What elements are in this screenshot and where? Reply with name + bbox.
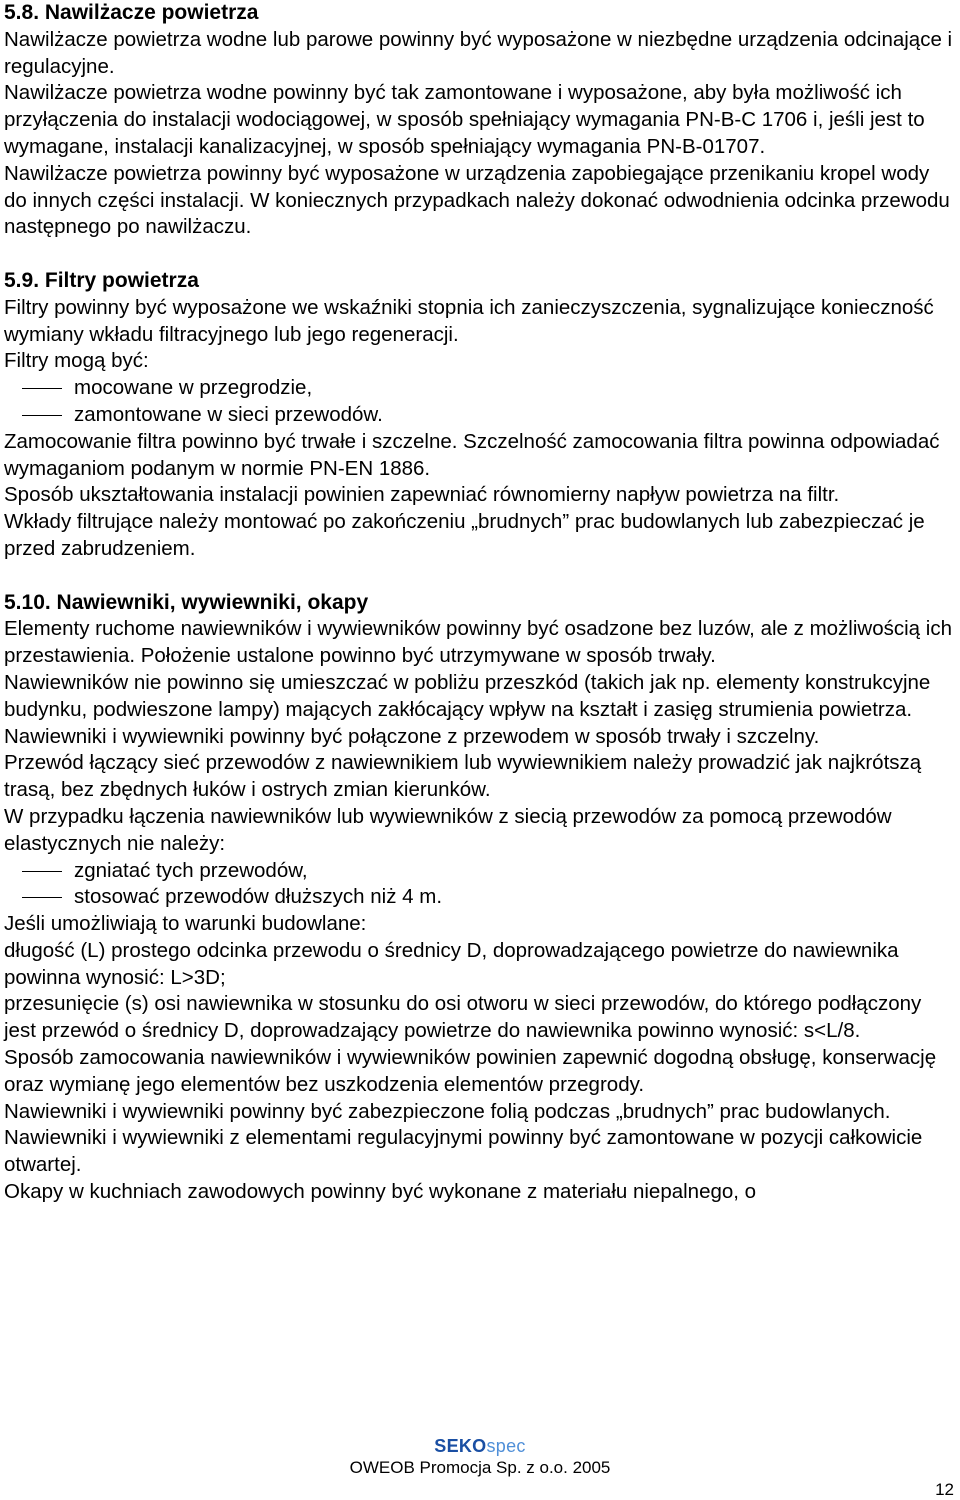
paragraph: Nawiewniki i wywiewniki powinny być połączone z przewodem w sposób trwały i szczelny. [4, 724, 820, 748]
paragraph: Nawiewniki i wywiewniki powinny być zabezpieczone folią podczas „brudnych” prac budowlanych. [4, 1099, 891, 1123]
section-heading-5-9: 5.9. Filtry powietrza [4, 268, 199, 292]
paragraph: Nawilżacze powietrza wodne powinny być tak zamontowane i wyposażone, aby była możliwość ich przyłączenia do instalacji wodociągowej, w sposób spełniający wymagania PN-B-C 1706 i, jeśli jest to wymagane, instalacji kanalizacyjnej, w sposób spełniający wymagania PN-B-01707. [4, 81, 925, 158]
list-item [4, 884, 954, 911]
paragraph: przesunięcie (s) osi nawiewnika w stosunku do osi otworu w sieci przewodów, do którego podłączony jest przewód o średnicy D, doprowadzający powietrze do nawiewnika powinno wynosić: s<L/8. [4, 992, 922, 1043]
list-item-text: stosować przewodów dłuższych niż 4 m. [74, 885, 443, 909]
paragraph: Przewód łączący sieć przewodów z nawiewnikiem lub wywiewnikiem należy prowadzić jak najkrótszą trasą, bez zbędnych łuków i ostrych zmian kierunków. [4, 751, 922, 802]
spacer [4, 563, 954, 590]
page-number: 12 [935, 1480, 954, 1499]
list-item [4, 375, 954, 402]
paragraph: Sposób zamocowania nawiewników i wywiewników powinien zapewnić dogodną obsługę, konserwację oraz wymianę jego elementów bez uszkodzenia elementów przegrody. [4, 1046, 937, 1096]
paragraph: W przypadku łączenia nawiewników lub wywiewników z siecią przewodów za pomocą przewodów elastycznych nie należy: [4, 804, 892, 855]
list-item-text: mocowane w przegrodzie, [74, 376, 313, 400]
paragraph: Sposób ukształtowania instalacji powinien zapewniać równomierny napływ powietrza na filtr. [4, 483, 840, 507]
footer-company: OWEOB Promocja Sp. z o.o. 2005 [349, 1458, 611, 1477]
paragraph: długość (L) prostego odcinka przewodu o średnicy D, doprowadzającego powietrze do nawiewnika powinna wynosić: L>3D; [4, 938, 899, 989]
paragraph: Wkłady filtrujące należy montować po zakończeniu „brudnych” prac budowlanych lub zabezpieczać je przed zabrudzeniem. [4, 510, 925, 560]
list-item-text: zamontowane w sieci przewodów. [74, 402, 383, 426]
list-item [4, 402, 954, 429]
paragraph: Okapy w kuchniach zawodowych powinny być wykonane z materiału niepalnego, o [4, 1180, 757, 1204]
paragraph: Nawilżacze powietrza powinny być wyposażone w urządzenia zapobiegające przenikaniu kropel wody do innych części instalacji. W koniecznych przypadkach należy dokonać odwodnienia odcinka przewodu następnego po nawilżaczu. [4, 161, 950, 239]
paragraph: Filtry powinny być wyposażone we wskaźniki stopnia ich zanieczyszczenia, sygnalizujące konieczność wymiany wkładu filtracyjnego lub jego regeneracji. [4, 295, 934, 346]
document-page [4, 0, 954, 1206]
paragraph: Elementy ruchome nawiewników i wywiewników powinny być osadzone bez luzów, ale z możliwością ich przestawienia. Położenie ustalone powinno być utrzymywane w sposób trwały. [4, 617, 952, 668]
paragraph: Nawiewników nie powinno się umieszczać w pobliżu przeszkód (takich jak np. elementy konstrukcyjne budynku, podwieszone lampy) mających zakłócający wpływ na kształt i zasięg strumienia powietrza. [4, 670, 931, 721]
paragraph: Filtry mogą być: [4, 349, 149, 373]
list-item [4, 858, 954, 885]
list-item-text: zgniatać tych przewodów, [74, 858, 308, 882]
spacer [4, 241, 954, 268]
paragraph: Nawilżacze powietrza wodne lub parowe powinny być wyposażone w niezbędne urządzenia odcinające i regulacyjne. [4, 27, 953, 78]
sekospec-logo: SEKOspec [434, 1436, 526, 1456]
paragraph: Zamocowanie filtra powinno być trwałe i szczelne. Szczelność zamocowania filtra powinna odpowiadać wymaganiom podanym w normie PN-EN 1886. [4, 429, 940, 480]
paragraph: Jeśli umożliwiają to warunki budowlane: [4, 912, 367, 936]
section-heading-5-10: 5.10. Nawiewniki, wywiewniki, okapy [4, 590, 369, 614]
section-heading-5-8: 5.8. Nawilżacze powietrza [4, 1, 259, 24]
paragraph: Nawiewniki i wywiewniki z elementami regulacyjnymi powinny być zamontowane w pozycji całkowicie otwartej. [4, 1126, 923, 1177]
page-footer [0, 1436, 960, 1478]
